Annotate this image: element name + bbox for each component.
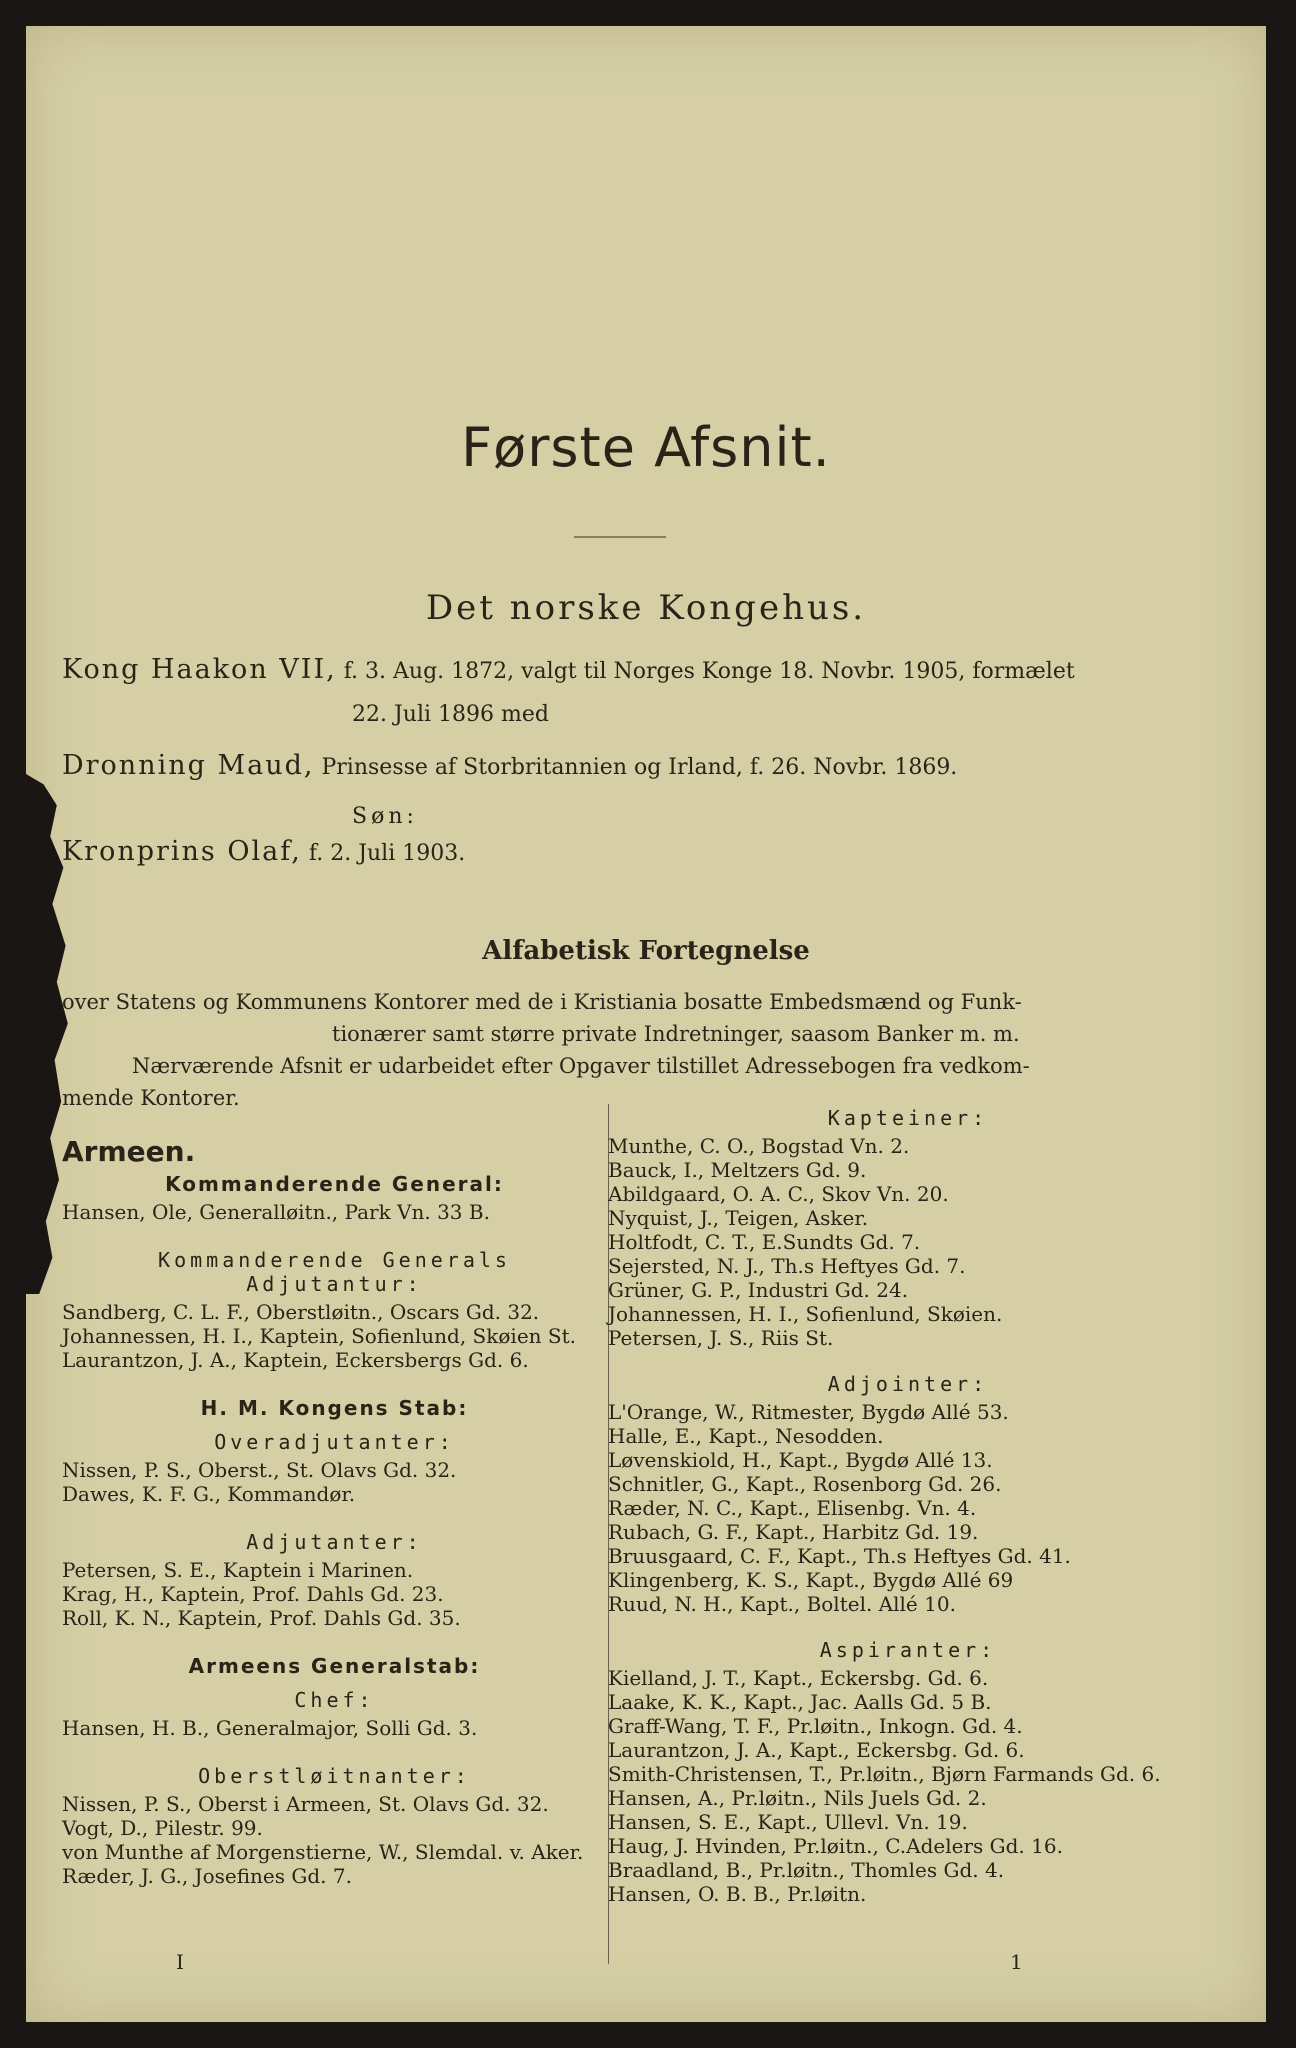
list-entry: Sandberg, C. L. F., Oberstløitn., Oscars Gd. 32. <box>62 1300 540 1324</box>
list-entry: Petersen, J. S., Riis St. <box>608 1326 834 1350</box>
list-entry: Ruud, N. H., Kapt., Boltel. Allé 10. <box>608 1592 956 1616</box>
son-label: Søn: <box>352 804 418 829</box>
intro-line: mende Kontorer. <box>62 1086 240 1110</box>
list-entry: Rubach, G. F., Kapt., Harbitz Gd. 19. <box>608 1520 979 1544</box>
intro-line: over Statens og Kommunens Kontorer med de i Kristiania bosatte Embedsmænd og Funk- <box>62 990 1022 1014</box>
list-entry: Nyquist, J., Teigen, Asker. <box>608 1206 869 1230</box>
list-entry: Nissen, P. S., Oberst., St. Olavs Gd. 32. <box>62 1458 457 1482</box>
royal-details: Prinsesse af Storbritannien og Irland, f. 26. Novbr. 1869. <box>321 755 958 780</box>
group-heading: Adjointer: <box>827 1372 989 1396</box>
list-entry: Hansen, H. B., Generalmajor, Solli Gd. 3. <box>62 1716 478 1740</box>
section-heading: Armeen. <box>62 1135 196 1168</box>
list-entry: Hansen, S. E., Kapt., Ullevl. Vn. 19. <box>608 1810 968 1834</box>
list-entry: Petersen, S. E., Kaptein i Marinen. <box>62 1558 414 1582</box>
page-number: 1 <box>1010 1950 1023 1974</box>
left-column <box>62 1106 607 1888</box>
royal-name: Kong Haakon VII, <box>62 654 337 685</box>
list-entry: Johannessen, H. I., Kaptein, Sofienlund, Skøien St. <box>62 1324 576 1348</box>
royal-details: f. 2. Juli 1903. <box>308 841 466 866</box>
list-entry: Johannessen, H. I., Sofienlund, Skøien. <box>608 1302 1003 1326</box>
list-entry: Halle, E., Kapt., Nesodden. <box>608 1424 884 1448</box>
list-entry: Graff-Wang, T. F., Pr.løitn., Inkogn. Gd. 4. <box>608 1714 1023 1738</box>
list-entry: von Munthe af Morgenstierne, W., Slemdal. v. Aker. <box>62 1840 584 1864</box>
list-entry: Laurantzon, J. A., Kapt., Eckersbg. Gd. 6. <box>608 1738 1025 1762</box>
royal-details: f. 3. Aug. 1872, valgt til Norges Konge 18. Novbr. 1905, formælet <box>343 659 1075 684</box>
list-entry: Hansen, Ole, Generalløitn., Park Vn. 33 B. <box>62 1200 490 1224</box>
list-entry: Dawes, K. F. G., Kommandør. <box>62 1482 356 1506</box>
royal-house-heading: Det norske Kongehus. <box>425 588 867 628</box>
list-entry: Krag, H., Kaptein, Prof. Dahls Gd. 23. <box>62 1582 444 1606</box>
group-heading: Oberstløitnanter: <box>198 1764 471 1788</box>
list-entry: Løvenskiold, H., Kapt., Bygdø Allé 13. <box>608 1448 993 1472</box>
royal-entry-marriage <box>352 702 549 727</box>
group-heading: Kommanderende General: <box>165 1172 504 1196</box>
intro-line: tionærer samt større private Indretninger, saasom Banker m. m. <box>332 1022 1020 1046</box>
royal-entry-king <box>62 654 1075 685</box>
list-entry: Ræder, J. G., Josefines Gd. 7. <box>62 1864 352 1888</box>
list-entry: Smith-Christensen, T., Pr.løitn., Bjørn Farmands Gd. 6. <box>608 1762 1161 1786</box>
list-entry: Schnitler, G., Kapt., Rosenborg Gd. 26. <box>608 1472 1002 1496</box>
group-heading: Adjutanter: <box>246 1530 423 1554</box>
list-entry: Hansen, A., Pr.løitn., Nils Juels Gd. 2. <box>608 1786 987 1810</box>
royal-details: 22. Juli 1896 med <box>352 702 549 727</box>
document-page <box>26 26 1266 2022</box>
title-rule <box>574 536 666 538</box>
list-entry: Bauck, I., Meltzers Gd. 9. <box>608 1158 867 1182</box>
list-entry: Vogt, D., Pilestr. 99. <box>62 1816 263 1840</box>
group-heading: Kommanderende Generals Adjutantur: <box>158 1248 511 1296</box>
list-entry: Holtfodt, C. T., E.Sundts Gd. 7. <box>608 1230 921 1254</box>
group-heading: Kapteiner: <box>827 1106 989 1130</box>
list-entry: Hansen, O. B. B., Pr.løitn. <box>608 1882 867 1906</box>
royal-name: Kronprins Olaf, <box>62 836 302 867</box>
royal-entry-queen <box>62 750 957 781</box>
list-entry: Kielland, J. T., Kapt., Eckersbg. Gd. 6. <box>608 1666 989 1690</box>
group-heading: Aspiranter: <box>819 1638 997 1662</box>
group-heading: Chef: <box>294 1688 375 1712</box>
list-entry: Grüner, G. P., Industri Gd. 24. <box>608 1278 909 1302</box>
list-entry: Nissen, P. S., Oberst i Armeen, St. Olavs Gd. 32. <box>62 1792 549 1816</box>
royal-name: Dronning Maud, <box>62 750 315 781</box>
group-heading: H. M. Kongens Stab: <box>200 1396 469 1420</box>
intro-line: Nærværende Afsnit er udarbeidet efter Opgaver tilstillet Adressebogen fra vedkom- <box>132 1054 1030 1078</box>
list-entry: Abildgaard, O. A. C., Skov Vn. 20. <box>608 1182 949 1206</box>
list-entry: Haug, J. Hvinden, Pr.løitn., C.Adelers Gd. 16. <box>608 1834 1063 1858</box>
group-heading: Armeens Generalstab: <box>188 1654 481 1678</box>
right-column <box>608 1106 1208 1906</box>
list-entry: Braadland, B., Pr.løitn., Thomles Gd. 4. <box>608 1858 1005 1882</box>
list-entry: Laurantzon, J. A., Kaptein, Eckersbergs Gd. 6. <box>62 1348 529 1372</box>
list-entry: Klingenberg, K. S., Kapt., Bygdø Allé 69 <box>608 1568 1014 1592</box>
list-entry: Bruusgaard, C. F., Kapt., Th.s Heftyes Gd. 41. <box>608 1544 1071 1568</box>
list-entry: Sejersted, N. J., Th.s Heftyes Gd. 7. <box>608 1254 966 1278</box>
page-title: Første Afsnit. <box>461 416 831 479</box>
royal-entry-crown-prince <box>62 836 465 867</box>
list-entry: Roll, K. N., Kaptein, Prof. Dahls Gd. 35. <box>62 1606 461 1630</box>
list-heading: Alfabetisk Fortegnelse <box>482 936 810 966</box>
signature-mark: I <box>176 1950 184 1974</box>
list-entry: Munthe, C. O., Bogstad Vn. 2. <box>608 1134 910 1158</box>
list-entry: Ræder, N. C., Kapt., Elisenbg. Vn. 4. <box>608 1496 977 1520</box>
group-heading: Overadjutanter: <box>214 1430 455 1454</box>
list-entry: L'Orange, W., Ritmester, Bygdø Allé 53. <box>608 1400 1009 1424</box>
list-entry: Laake, K. K., Kapt., Jac. Aalls Gd. 5 B. <box>608 1690 992 1714</box>
